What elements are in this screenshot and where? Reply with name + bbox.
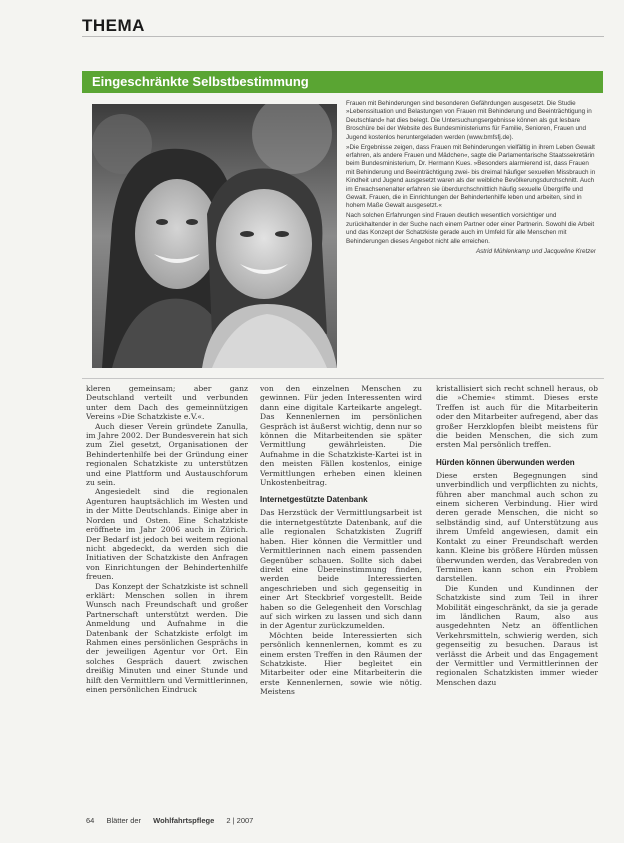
journal-prefix: Blätter der (106, 816, 142, 825)
text-column-3 (436, 384, 598, 806)
column2-paragraph-2: Das Herzstück der Vermittlungsarbeit ist die internetgestützte Datenbank, auf die alle regionalen Schatzkisten Zugriff haben. Hier können die Vermittler und Vermittlerinnen nach einem passenden Gegenüber schauen. Sollte sich dabei direkt eine Übereinstimmung finden, werden beide Interessierten angeschrieben und sich gegenseitig in einer Art Steckbrief vorgestellt. Beide haben so die Gelegenheit den Vorschlag auf sich wirken zu lassen und sich dann in der Agentur zurückzumelden. (260, 508, 422, 631)
subheading-datenbank: Internetgestützte Datenbank (260, 495, 368, 505)
column2-paragraph-3: Möchten beide Interessierten sich persönlich kennenlernen, kommt es zu einem ersten Treffen in den Räumen der Schatzkiste. Hier begleitet ein Mitarbeiter oder eine Mitarbeiterin die erste Kennenlernen, sowie wie nötig. Meistens (260, 630, 422, 697)
sidebar-info-box (346, 100, 596, 375)
section-label: THEMA (82, 16, 145, 35)
journal-bold: Wohlfahrtspflege (153, 816, 215, 825)
column1-paragraph-3: Angesiedelt sind die regionalen Agenturen hauptsächlich im Westen und in der Mitte Deutschlands. Einige aber in Norden und Osten. Eine Schatzkiste eröffnete im Jahr 2006 auch in Zürich. Der Bedarf ist jedoch bei weitem regional nicht abgedeckt, da werden sich die Initiativen der Schatzkiste den Anfragen von Einrichtungen der Behindertenhilfe freuen. (86, 487, 248, 582)
text-column-2 (260, 384, 422, 806)
article-title: Eingeschränkte Selbstbestimmung (92, 74, 309, 89)
text-column-1 (86, 384, 248, 806)
sidebar-paragraph-2: »Die Ergebnisse zeigen, dass Frauen mit Behinderungen vielfältig in ihrem Leben Gewalt erfahren, als andere Frauen und Mädchen«, sagte die Parlamentarische Staatssekretärin beim Bundesministerium, Dr. Hermann Kues. »Besonders alarmierend ist, dass Frauen mit Behinderung und Beeinträchtigung zwei- bis dreimal häufiger sexuellen Missbrauch in Kindheit und Jugend ausgesetzt waren als der weibliche Bevölkerungsdurchschnitt. Auch im Erwachsenenalter erfahren sie überdurchschnittlich häufig sexuelle Übergriffe und Gewalt. Frauen, die in Einrichtungen der Behindertenhilfe leben und arbeiten, sind in hohem Maße Gewalt ausgesetzt.« (346, 143, 596, 210)
column1-paragraph-1: kleren gemeinsam; aber ganz Deutschland verteilt und verbunden unter dem Dach des gemeinnützigen Vereins »Die Schatzkiste e.V.«. (86, 384, 248, 422)
top-divider (82, 36, 604, 37)
sidebar-credit: Astrid Mühlenkamp und Jacqueline Kretzer (475, 247, 596, 255)
sidebar-paragraph-3: Nach solchen Erfahrungen sind Frauen deutlich wesentlich vorsichtiger und zurückhaltender in der Suche nach einem Partner oder einer Partnerin. Sowohl die Arbeit und das Konzept der Schatzkiste gerade auch im Umfeld für alle Menschen mit Behinderungen dieses Angebot nicht alle erreichen. (346, 212, 595, 245)
column3-paragraph-1: kristallisiert sich recht schnell heraus, ob die »Chemie« stimmt. Dieses erste Treffen ist auch für die Mitarbeiterin oder den Mitarbeiter aufregend, aber das großer Herzklopfen bleibt meistens für die beiden Menschen, die sich zum ersten Mal persönlich treffen. (436, 384, 598, 450)
sidebar-paragraph-1: Frauen mit Behinderungen sind besonderen Gefährdungen ausgesetzt. Die Studie »Lebenssituation und Belastungen von Frauen mit Behinderung und Beeinträchtigung in Deutschland« hat dies belegt. Die Untersuchungsergebnisse können als gut lesbare Broschüre bei der Website des Bundesministeriums für Familie, Senioren, Frauen und Jugend kostenlos heruntergeladen werden (www.bmfsfj.de). (346, 100, 592, 141)
photo-illustration (92, 104, 337, 368)
column3-paragraph-2: Diese ersten Begegnungen sind unverbindlich und verpflichten zu nichts, führen aber manchmal auch schon zu einem sicheren Verbindung. Hier wird deren gerade Menschen, die nicht so selbständig sind, auf Unterstützung aus ihrem Umfeld angewiesen, damit ein Kontakt zu einer Freundschaft werden kann. Kleine bis größere Hürden müssen überwunden werden, das Verabreden von Terminen kann schon ein Problem darstellen. (436, 470, 598, 584)
page-footer (86, 816, 604, 825)
content-divider (82, 378, 604, 379)
column1-paragraph-2: Auch dieser Verein gründete Zanulla, im Jahre 2002. Der Bundesverein hat sich zum Ziel gesetzt, Organisationen der Behindertenhilfe bei der Gründung einer regionalen Schatzkiste zu unterstützen und eine Plattform und Austauschforum zu sein. (86, 421, 248, 488)
column1-paragraph-4: Das Konzept der Schatzkiste ist schnell erklärt: Menschen sollen in ihrem Wunsch nach Freundschaft und großer Partnerschaft unterstützt werden. Die Anmeldung und Aufnahme in die Datenbank der Schatzkiste erfolgt im Rahmen eines persönlichen Gesprächs in der jeweiligen Agentur vor Ort. Ein solches Gespräch dauert zwischen dreißig Minuten und einer Stunde und hilft den Vermittlern und Vermittlerinnen, einen persönlichen Eindruck (86, 581, 248, 694)
journal-name (106, 816, 214, 825)
page-number: 64 (86, 816, 95, 825)
subheading-huerden: Hürden können überwunden werden (436, 457, 575, 467)
two-girls-photo (92, 104, 337, 368)
column2-paragraph-1: von den einzelnen Menschen zu gewinnen. Für jeden Interessenten wird dann eine digitale Karteikarte angelegt. Das Kennenlernen im persönlichen Gespräch ist äußerst wichtig, denn nur so können die Mitarbeitenden sie später Vermittlung gewährleisten. Die Aufnahme in die Schatzkiste-Kartei ist in den meisten Fällen kostenlos, einige Vermittlungen erheben einen kleinen Unkostenbeitrag. (260, 384, 422, 488)
issue-number: 2 | 2007 (226, 816, 254, 825)
article-banner (82, 71, 603, 93)
column3-paragraph-3: Die Kunden und Kundinnen der Schatzkiste sind zum Teil in ihrer Mobilität eingeschränkt, da sie ja gerade im ländlichen Raum, also aus ausgedehnten Netz an öffentlichen Verkehrsmitteln, schwierig werden, sich gegenseitig zu besuchen. Daraus ist verlässt die Arbeit und das Engagement der Vermittler und Vermittlerinnen der regionalen Schatzkisten immer wieder Menschen dazu (436, 583, 598, 687)
